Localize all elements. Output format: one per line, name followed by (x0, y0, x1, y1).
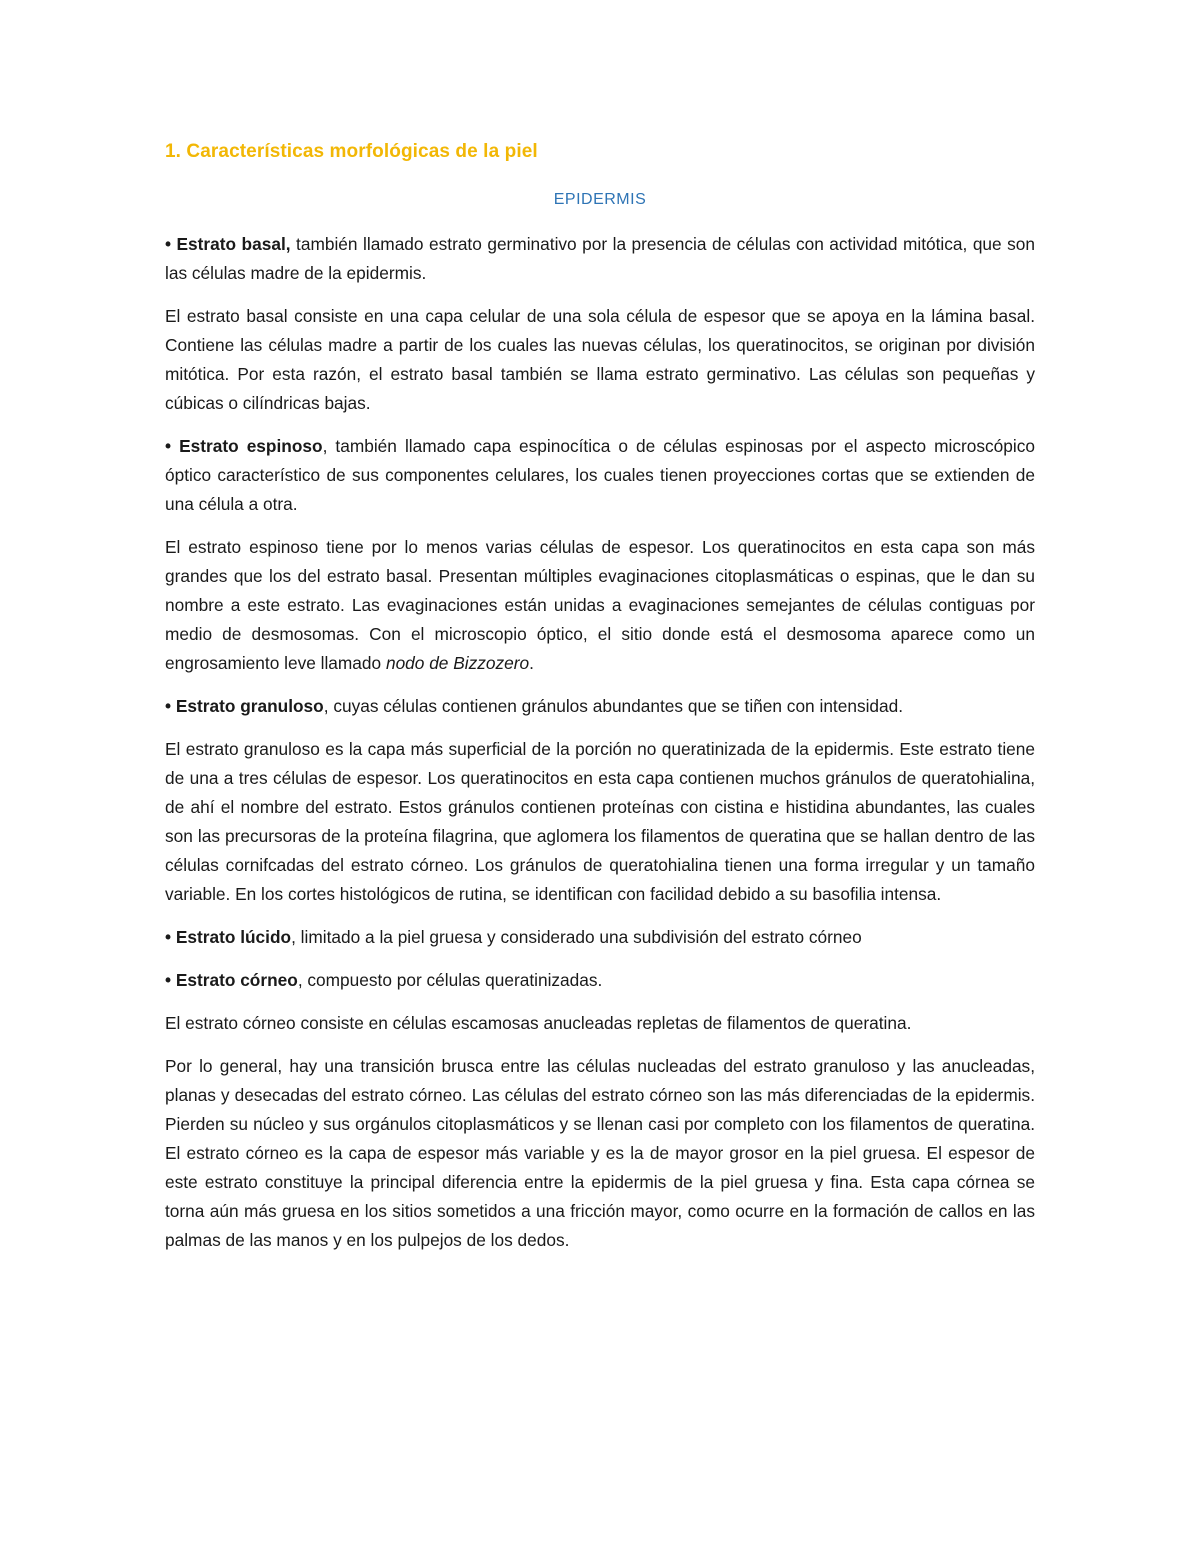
bullet-estrato-basal (165, 230, 1035, 288)
paragraph-espinoso (165, 533, 1035, 678)
bullet-text: , también llamado capa espinocítica o de células espinosas por el aspecto microscópico óptico característico de sus componentes celulares, los cuales tienen proyecciones cortas que se extienden de una célula a otra. (165, 436, 1035, 514)
bullet-estrato-lucido (165, 923, 1035, 952)
paragraph-corneo-1: El estrato córneo consiste en células escamosas anucleadas repletas de filamentos de queratina. (165, 1013, 912, 1033)
bullet-estrato-corneo (165, 966, 1035, 995)
bullet-text: también llamado estrato germinativo por la presencia de células con actividad mitótica, que son las células madre de la epidermis. (165, 234, 1035, 283)
bullet-text: , limitado a la piel gruesa y considerado una subdivisión del estrato córneo (291, 927, 862, 947)
bullet-term: • Estrato córneo (165, 970, 298, 990)
document-page (165, 138, 1035, 1269)
paragraph-basal: El estrato basal consiste en una capa celular de una sola célula de espesor que se apoya en la lámina basal. Contiene las células madre a partir de los cuales las nuevas células, los queratinocitos, se originan por división mitótica. Por esta razón, el estrato basal también se llama estrato germinativo. Las células son pequeñas y cúbicas o cilíndricas bajas. (165, 306, 1035, 413)
paragraph-text: El estrato espinoso tiene por lo menos varias células de espesor. Los queratinocitos en esta capa son más grandes que los del estrato basal. Presentan múltiples evaginaciones citoplasmáticas o espinas, que le dan su nombre a este estrato. Las evaginaciones están unidas a evaginaciones semejantes de células contiguas por medio de desmosomas. Con el microscopio óptico, el sitio donde está el desmosoma aparece como un engrosamiento leve llamado (165, 537, 1035, 673)
bullet-estrato-espinoso (165, 432, 1035, 519)
paragraph-granuloso: El estrato granuloso es la capa más superficial de la porción no queratinizada de la epidermis. Este estrato tiene de una a tres células de espesor. Los queratinocitos en esta capa contienen muchos gránulos de queratohialina, de ahí el nombre del estrato. Estos gránulos contienen proteínas con cistina e histidina abundantes, las cuales son las precursoras de la proteína filagrina, que aglomera los filamentos de queratina que se hallan dentro de las células cornifcadas del estrato córneo. Los gránulos de queratohialina tienen una forma irregular y un tamaño variable. En los cortes histológicos de rutina, se identifican con facilidad debido a su basofilia intensa. (165, 739, 1035, 904)
paragraph-corneo-2: Por lo general, hay una transición brusca entre las células nucleadas del estrato granuloso y las anucleadas, planas y desecadas del estrato córneo. Las células del estrato córneo son las más diferenciadas de la epidermis. Pierden su núcleo y sus orgánulos citoplasmáticos y se llenan casi por completo con los filamentos de queratina. El estrato córneo es la capa de espesor más variable y es la de mayor grosor en la piel gruesa. El espesor de este estrato constituye la principal diferencia entre la epidermis de la piel gruesa y fina. Esta capa córnea se torna aún más gruesa en los sitios sometidos a una fricción mayor, como ocurre en la formación de callos en las palmas de las manos y en los pulpejos de los dedos. (165, 1056, 1035, 1250)
bullet-term: • Estrato granuloso (165, 696, 324, 716)
bullet-term: • Estrato lúcido (165, 927, 292, 947)
bullet-term: • Estrato espinoso (165, 436, 323, 456)
bullet-text: , cuyas células contienen gránulos abundantes que se tiñen con intensidad. (323, 696, 904, 716)
bullet-estrato-granuloso (165, 692, 1035, 721)
bullet-term: • Estrato basal, (165, 234, 291, 254)
paragraph-italic-term: nodo de Bizzozero (385, 653, 530, 673)
bullet-text: , compuesto por células queratinizadas. (297, 970, 603, 990)
paragraph-end: . (529, 653, 534, 673)
subtitle-epidermis: EPIDERMIS (553, 191, 647, 208)
section-title: 1. Características morfológicas de la piel (165, 141, 538, 162)
